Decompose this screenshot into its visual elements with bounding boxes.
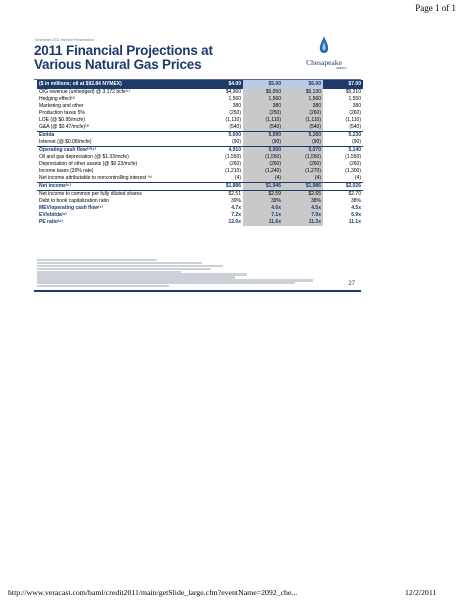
slide-kicker: November 2011 Investor Presentation (35, 38, 94, 42)
table-row (37, 132, 363, 140)
row-value: $2.65 (283, 191, 323, 199)
row-value: 4,910 (203, 147, 243, 155)
row-value: 39% (243, 198, 283, 205)
row-value: (540) (243, 124, 283, 132)
source-url: http://www.veracast.com/baml/credit2011/main/getSlide_large.cfm?eventName=2092_che... (8, 588, 298, 597)
slide-number: 27 (348, 281, 355, 287)
row-value: (1,300) (345, 168, 361, 174)
table-row (37, 205, 363, 212)
slide-title-line-1: 2011 Financial Projections at (34, 43, 213, 58)
table-row (37, 168, 363, 175)
row-value: 5,230 (323, 132, 363, 140)
row-label: Ebitda (37, 132, 203, 140)
row-value: 5,140 (323, 147, 363, 155)
row-label: Production taxes 5% (39, 110, 85, 116)
row-value: (4) (234, 175, 241, 181)
column-header: ($ in millions; oil at $92.84 NYMEX) (37, 80, 203, 89)
row-value: (260) (349, 110, 361, 116)
row-value: (260) (283, 110, 323, 117)
row-value: (90) (352, 139, 361, 145)
table-row (37, 117, 363, 124)
row-value: 5,070 (283, 147, 323, 155)
row-value: (540) (283, 124, 323, 132)
row-label: O/G revenue (unhedged) @ 3.172 bcfe⁽¹⁾ (39, 89, 130, 95)
row-label: MEV/operating cash flow⁽⁷⁾ (39, 205, 103, 211)
row-label: Depreciation of other assets (@ $0.23/mcfe) (39, 161, 138, 167)
row-label: Hedging effect⁽²⁾ (39, 96, 76, 102)
table-row (37, 96, 363, 103)
row-value: (1,110) (345, 117, 361, 123)
row-value: 11.3x (283, 219, 323, 226)
table-row (37, 191, 363, 199)
page-footer (8, 588, 437, 597)
row-value: (1,110) (243, 117, 283, 124)
row-value: $5,130 (283, 89, 323, 96)
row-value: (4) (243, 175, 283, 183)
row-value: 4.6x (243, 205, 283, 212)
table-row (37, 219, 363, 226)
row-label: EV/ebitda⁽⁸⁾ (39, 212, 67, 218)
row-label: Oil and gas depreciation (@ $1.33/mcfe) (39, 154, 129, 160)
row-value: 4.5x (351, 205, 361, 211)
row-label: G&A (@ $0.47/mcfe)⁽³⁾ (39, 124, 90, 130)
row-label: Net income attributable to noncontrolling interest ⁽⁵⁾ (39, 175, 153, 181)
row-value: 7.2x (231, 212, 241, 218)
row-value: (90) (232, 139, 241, 145)
row-value: 1,560 (243, 96, 283, 103)
slide-title (34, 44, 213, 72)
row-value: 380 (283, 103, 323, 110)
row-value: (1,550) (243, 154, 283, 161)
row-value: (260) (229, 161, 241, 167)
row-value: 380 (232, 103, 241, 109)
row-value: 11.1x (348, 219, 361, 225)
row-value: 1,560 (228, 96, 241, 102)
column-header: $7.00 (323, 80, 363, 89)
row-value: (1,550) (345, 154, 361, 160)
row-value: (1,110) (225, 117, 241, 123)
row-value: 5,000 (243, 147, 283, 155)
column-header: $4.00 (203, 80, 243, 89)
row-label: Operating cash flow⁽³⁾⁽⁴⁾ (37, 147, 203, 155)
row-label: Net income⁽⁵⁾ (37, 183, 203, 191)
row-value: $1,946 (243, 183, 283, 191)
row-value: $2.51 (228, 191, 241, 197)
row-value: 380 (243, 103, 283, 110)
row-value: 38% (283, 198, 323, 205)
table-row (37, 198, 363, 205)
row-value: (1,210) (225, 168, 241, 174)
slide-footer-bar (34, 290, 361, 292)
row-value: (1,270) (283, 168, 323, 175)
footnotes (37, 259, 337, 288)
row-label: Income taxes (39% rate) (39, 168, 94, 174)
flame-icon (319, 36, 329, 56)
row-value: (1,550) (283, 154, 323, 161)
table-row (37, 161, 363, 168)
row-value: (260) (349, 161, 361, 167)
table-row (37, 212, 363, 219)
row-value: (90) (283, 139, 323, 147)
row-value: 4.7x (231, 205, 241, 211)
row-value: 7.0x (283, 212, 323, 219)
row-value: 4.5x (283, 205, 323, 212)
row-value: $2.59 (243, 191, 283, 199)
footnote-line (37, 285, 169, 287)
row-value: 7.1x (243, 212, 283, 219)
row-value: 11.6x (243, 219, 283, 226)
row-value: (250) (243, 110, 283, 117)
row-label: PE ratio⁽⁹⁾ (39, 219, 63, 225)
row-value: $2,026 (323, 183, 363, 191)
print-date: 12/2/2011 (405, 588, 437, 597)
row-value: $4,960 (225, 89, 241, 95)
row-value: 5,160 (283, 132, 323, 140)
table-header-row (37, 80, 363, 89)
row-value: $5,050 (243, 89, 283, 96)
row-value: 1,560 (283, 96, 323, 103)
table-row (37, 154, 363, 161)
column-header: $5.00 (243, 80, 283, 89)
row-label: LOE (@ $0.95/mcfe) (39, 117, 85, 123)
table-row (37, 183, 363, 191)
row-value: (260) (283, 161, 323, 168)
table-row (37, 103, 363, 110)
row-value: (540) (229, 124, 241, 130)
row-label: Debt to book capitalization ratio (39, 198, 109, 204)
row-label: Net income to common per fully diluted shares (39, 191, 142, 197)
row-value: 5,000 (203, 132, 243, 140)
slide-title-line-2: Various Natural Gas Prices (34, 57, 202, 72)
table-row (37, 175, 363, 183)
table-row (37, 124, 363, 132)
row-value: 39% (230, 198, 241, 204)
row-value: $2.70 (348, 191, 361, 197)
projections-table (37, 80, 363, 226)
row-value: 380 (352, 103, 361, 109)
row-value: (1,240) (243, 168, 283, 175)
row-value: $1,986 (283, 183, 323, 191)
column-header: $6.00 (283, 80, 323, 89)
row-value: (540) (349, 124, 361, 130)
table-row (37, 139, 363, 147)
row-value: (1,550) (225, 154, 241, 160)
row-value: $5,210 (345, 89, 361, 95)
row-value: (1,110) (283, 117, 323, 124)
row-value: (90) (243, 139, 283, 147)
chesapeake-logo (301, 36, 347, 72)
row-value: 5,090 (243, 132, 283, 140)
row-value: 6.9x (351, 212, 361, 218)
logo-wordmark: Chesapeake (306, 58, 342, 67)
row-value: $1,886 (203, 183, 243, 191)
row-label: Marketing and other (39, 103, 84, 109)
table-row (37, 147, 363, 155)
row-value: (4) (283, 175, 323, 183)
row-value: 1,550 (348, 96, 361, 102)
logo-subtext: ENERGY (336, 67, 347, 70)
table-row (37, 110, 363, 117)
table-row (37, 89, 363, 96)
row-label: Interest (@ $0.08/mcfe) (39, 139, 92, 145)
page-number-header: Page 1 of 1 (415, 3, 456, 13)
slide (30, 35, 365, 295)
row-value: (260) (243, 161, 283, 168)
row-value: 12.0x (228, 219, 241, 225)
row-value: 38% (350, 198, 361, 204)
row-value: (4) (354, 175, 361, 181)
row-value: (250) (229, 110, 241, 116)
